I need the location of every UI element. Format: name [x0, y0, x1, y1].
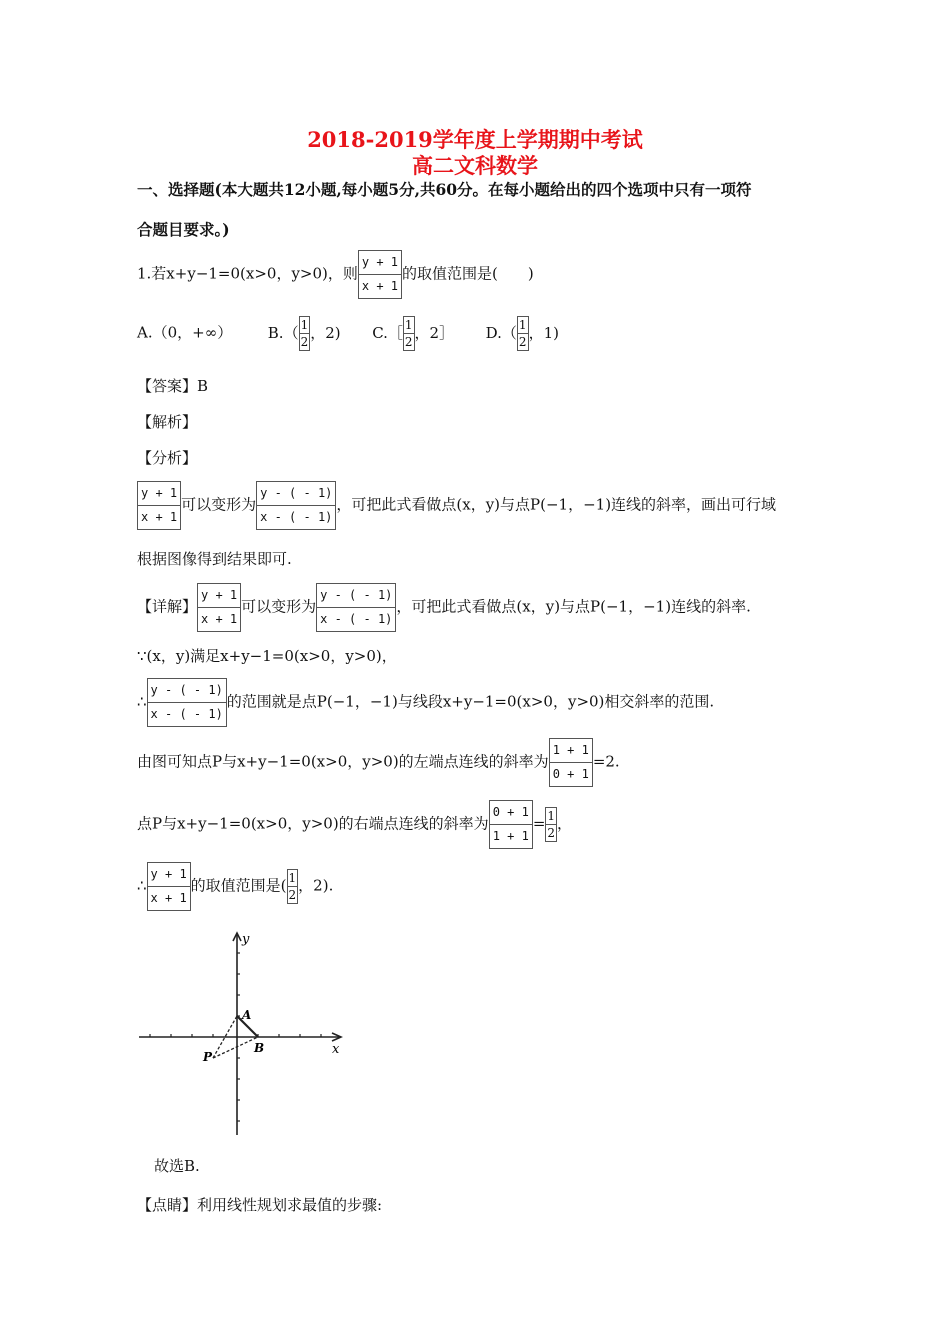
right-endpoint-text: 点P与x+y−1=0(x>0，y>0)的右端点连线的斜率为 [137, 814, 489, 833]
because-line: ∵(x，y)满足x+y−1=0(x>0，y>0)， [137, 647, 397, 665]
fraction-numerator: 1 [518, 318, 527, 332]
question-1-stem [137, 250, 534, 299]
point-p-label: P [203, 1050, 213, 1064]
left-endpoint-line [137, 738, 620, 787]
option-d [485, 318, 559, 349]
fraction-half [287, 869, 299, 904]
line-pb [213, 1037, 258, 1058]
fraction-denominator: 2 [288, 888, 297, 902]
detail-text-2: ，可把此式看做点(x，y)与点P(−1，−1)连线的斜率. [396, 597, 751, 616]
fraction-numerator: 1 [404, 318, 413, 332]
option-c [372, 318, 455, 349]
question-1-stem-tail: 的取值范围是( ) [402, 264, 534, 283]
fraction-y1-over-x1 [197, 583, 241, 632]
therefore-text-1: 的范围就是点P(−1，−1)与线段x+y−1=0(x>0，y>0)相交斜率的范围. [226, 692, 715, 711]
fraction-denominator: x - ( - 1) [260, 510, 333, 524]
fraction-numerator: y - ( - 1) [257, 482, 335, 506]
option-c-open: C.［ [372, 323, 403, 342]
fraction-y1-over-x1 [358, 250, 402, 299]
detail-line-1 [137, 583, 751, 632]
fraction-denominator: 2 [300, 335, 309, 349]
fraction-denominator: x - ( - 1) [150, 707, 223, 721]
fraction-denominator: 0 + 1 [552, 767, 589, 781]
therefore-text-2-close: ，2). [298, 876, 334, 895]
detail-label: 【详解】 [137, 597, 198, 616]
therefore-symbol: ∴ [137, 876, 147, 895]
x-axis-label: x [332, 1042, 340, 1057]
fraction-denominator: x + 1 [141, 510, 178, 524]
therefore-line-1 [137, 678, 714, 727]
left-endpoint-result: =2. [592, 752, 620, 771]
fraction-half [299, 316, 311, 351]
point-a-label: A [242, 1008, 252, 1022]
fraction-left-slope [549, 738, 593, 787]
page-title: 2018-2019学年度上学期期中考试 [307, 127, 643, 152]
answer-label: 【答案】B [137, 377, 209, 395]
right-endpoint-comma: ， [557, 814, 573, 833]
y-axis-label: y [242, 932, 250, 947]
fraction-numerator: y + 1 [359, 251, 401, 275]
fraction-numerator: 0 + 1 [490, 801, 532, 825]
fraction-right-slope [489, 800, 533, 849]
fraction-denominator: 2 [547, 826, 556, 840]
fraction-half [403, 316, 415, 351]
left-endpoint-text: 由图可知点P与x+y−1=0(x>0，y>0)的左端点连线的斜率为 [137, 752, 549, 771]
fraction-numerator: 1 [300, 318, 309, 332]
fraction-numerator: 1 [288, 871, 297, 885]
fenxi-text-2: ，可把此式看做点(x，y)与点P(−1，−1)连线的斜率，画出可行域 [336, 495, 777, 514]
dianjing-line: 【点睛】利用线性规划求最值的步骤: [137, 1196, 383, 1214]
section-heading-line2: 合题目要求。) [137, 220, 230, 239]
option-d-close: ，1) [528, 323, 559, 342]
fraction-numerator: y + 1 [138, 482, 180, 506]
fraction-y1-over-x1 [137, 481, 181, 530]
fraction-numerator: y - ( - 1) [148, 679, 226, 703]
fraction-denominator: x + 1 [361, 279, 399, 293]
fraction-shifted [316, 583, 396, 632]
fraction-shifted [147, 678, 227, 727]
choose-line: 故选B. [154, 1157, 200, 1175]
fraction-denominator: 2 [404, 335, 413, 349]
coordinate-figure [136, 925, 351, 1140]
fraction-denominator: 2 [518, 335, 527, 349]
therefore-line-2 [137, 862, 333, 911]
fraction-numerator: y + 1 [198, 584, 240, 608]
option-b [267, 318, 341, 349]
fraction-denominator: x + 1 [150, 891, 187, 905]
fraction-numerator: 1 [547, 809, 556, 823]
fraction-denominator: x + 1 [201, 612, 238, 626]
fenxi-line-1 [137, 481, 776, 530]
option-b-open: B.（ [267, 323, 299, 342]
point-b-label: B [254, 1041, 265, 1055]
fraction-denominator: 1 + 1 [492, 829, 529, 843]
fraction-y1-over-x1 [147, 862, 191, 911]
fraction-numerator: y - ( - 1) [317, 584, 395, 608]
section-heading-line1: 一、选择题(本大题共12小题,每小题5分,共60分。在每小题给出的四个选项中只有一项符 [137, 180, 752, 199]
analysis-label: 【解析】 [137, 413, 198, 431]
equals-sign: = [532, 814, 546, 833]
fenxi-text-1: 可以变形为 [181, 495, 257, 514]
question-1-options [137, 316, 559, 351]
therefore-text-2: 的取值范围是( [190, 876, 287, 895]
fraction-half [545, 807, 557, 842]
fraction-numerator: y + 1 [148, 863, 190, 887]
question-1-stem-text: 1.若x+y−1=0(x>0，y>0)，则 [137, 264, 358, 283]
option-d-open: D.（ [485, 323, 517, 342]
therefore-symbol: ∴ [137, 692, 147, 711]
fenxi-line-2: 根据图像得到结果即可. [137, 550, 292, 568]
fenxi-label: 【分析】 [137, 449, 198, 467]
fraction-numerator: 1 + 1 [550, 739, 592, 763]
detail-text-1: 可以变形为 [241, 597, 317, 616]
option-c-close: ，2］ [414, 323, 455, 342]
option-b-close: ，2) [310, 323, 341, 342]
right-endpoint-line [137, 800, 572, 849]
fraction-denominator: x - ( - 1) [320, 612, 393, 626]
fraction-half [517, 316, 529, 351]
option-a: A.（0，+∞） [137, 323, 233, 342]
page-subtitle: 高二文科数学 [412, 153, 538, 178]
fraction-shifted [256, 481, 336, 530]
